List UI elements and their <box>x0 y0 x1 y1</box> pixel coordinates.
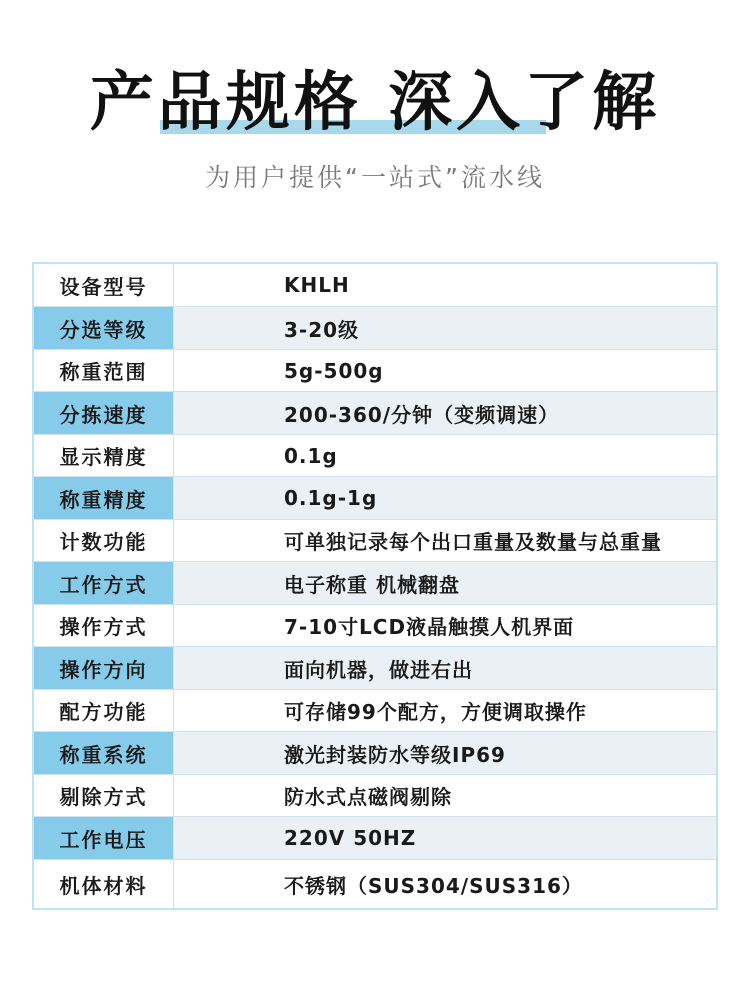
spec-row <box>34 391 716 434</box>
spec-label: 称重范围 <box>34 350 174 391</box>
spec-label: 操作方式 <box>34 605 174 646</box>
spec-label: 分拣速度 <box>34 392 174 434</box>
spec-value: 面向机器，做进右出 <box>174 647 716 689</box>
spec-value: 电子称重 机械翻盘 <box>174 562 716 604</box>
spec-row <box>34 306 716 349</box>
title-block <box>0 58 750 148</box>
spec-row <box>34 604 716 646</box>
spec-value: 0.1g <box>284 443 338 468</box>
spec-table <box>32 262 718 910</box>
spec-label: 配方功能 <box>34 690 174 731</box>
spec-label: 分选等级 <box>34 307 174 349</box>
spec-row <box>34 731 716 774</box>
spec-label: 设备型号 <box>34 264 174 306</box>
page-title: 产品规格 深入了解 <box>89 66 661 140</box>
spec-label: 工作方式 <box>34 562 174 604</box>
spec-value: 200-360/分钟（变频调速） <box>174 392 716 434</box>
spec-row <box>34 434 716 476</box>
spec-row <box>34 816 716 859</box>
spec-label: 机体材料 <box>34 860 174 908</box>
spec-label: 显示精度 <box>34 435 174 476</box>
spec-value: 防水式点磁阀剔除 <box>284 785 452 809</box>
spec-value: KHLH <box>284 273 350 297</box>
spec-label: 称重系统 <box>34 732 174 774</box>
spec-label: 剔除方式 <box>34 775 174 816</box>
spec-row <box>34 646 716 689</box>
spec-value: 3-20级 <box>174 307 716 349</box>
spec-row <box>34 859 716 908</box>
spec-row <box>34 561 716 604</box>
spec-row <box>34 519 716 561</box>
spec-value: 不锈钢（SUS304/SUS316） <box>284 873 583 898</box>
spec-label: 操作方向 <box>34 647 174 689</box>
spec-value: 7-10寸LCD液晶触摸人机界面 <box>284 615 575 639</box>
spec-row <box>34 689 716 731</box>
spec-value: 可存储99个配方，方便调取操作 <box>284 700 587 724</box>
spec-label: 计数功能 <box>34 520 174 561</box>
spec-value: 0.1g-1g <box>174 477 716 519</box>
page-subtitle: 为用户提供“一站式”流水线 <box>205 163 545 192</box>
spec-row <box>34 264 716 306</box>
spec-row <box>34 774 716 816</box>
spec-label: 工作电压 <box>34 817 174 859</box>
spec-value: 可单独记录每个出口重量及数量与总重量 <box>284 530 662 554</box>
spec-value: 5g-500g <box>284 358 384 383</box>
spec-value: 220V 50HZ <box>174 817 716 859</box>
spec-row <box>34 476 716 519</box>
spec-value: 激光封装防水等级IP69 <box>174 732 716 774</box>
spec-row <box>34 349 716 391</box>
spec-label: 称重精度 <box>34 477 174 519</box>
